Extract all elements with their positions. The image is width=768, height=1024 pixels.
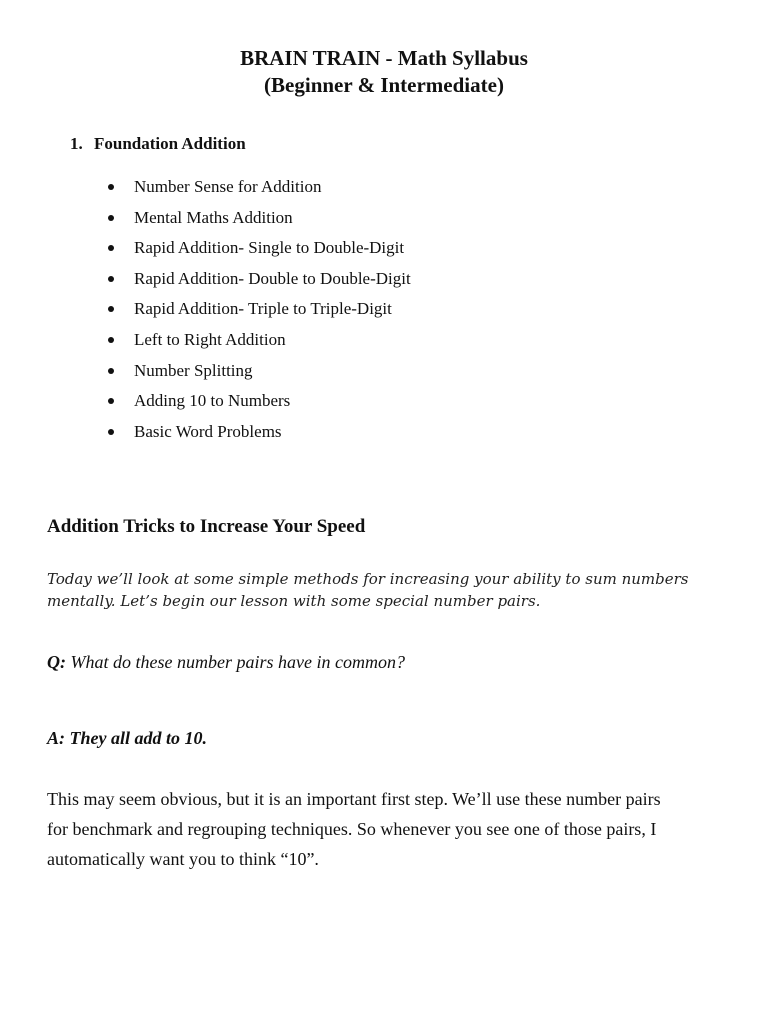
section-heading xyxy=(70,133,246,155)
question xyxy=(47,650,405,674)
intro-line: mentally. Let’s begin our lesson with some special number pairs. xyxy=(47,592,541,610)
document-page: BRAIN TRAIN - Math Syllabus (Beginner & Intermediate) 1. Foundation Addition Number Sense for Addition Mental Maths Addition Rapid Addition- Single to Double-Digit Rapid Addition- Double to Double-Digit Rapid Addition- Triple to Triple-Digit Left to Right Addition Number Splitting Adding 10 to Numbers Basic Word Problems Addition Tricks to Increase Your Speed Today we’ll look at some simple methods for increasing your ability to sum numbers mentally. Let’s begin our lesson with some special number pairs. Q: What do these number pairs have in common? A: They all add to 10. This may seem obvious, but it is an important first step. We’ll use these number pairs for benchmark and regrouping techniques. So whenever you see one of those pairs, I automatically want you to think “10”. xyxy=(0,0,768,1024)
tricks-heading: Addition Tricks to Increase Your Speed xyxy=(47,516,366,537)
answer: A: They all add to 10. xyxy=(47,728,207,748)
bullet-icon xyxy=(108,398,114,404)
document-subtitle: (Beginner & Intermediate) xyxy=(264,73,504,97)
bullet-icon xyxy=(108,337,114,343)
bullet-icon xyxy=(108,184,114,190)
bullet-icon xyxy=(108,429,114,435)
intro-line: Today we’ll look at some simple methods for increasing your ability to sum numbers xyxy=(47,570,689,588)
paragraph-line: for benchmark and regrouping techniques. So whenever you see one of those pairs, I xyxy=(47,819,657,839)
bullet-icon xyxy=(108,245,114,251)
document-title: BRAIN TRAIN - Math Syllabus xyxy=(240,46,528,70)
paragraph-line: This may seem obvious, but it is an important first step. We’ll use these number pairs xyxy=(47,789,661,809)
intro-text xyxy=(47,568,737,612)
body-paragraph xyxy=(47,784,737,874)
bullet-icon xyxy=(108,215,114,221)
bullet-icon xyxy=(108,368,114,374)
bullet-icon xyxy=(108,306,114,312)
question-label: Q: xyxy=(47,652,66,672)
section-number: 1. xyxy=(70,134,83,153)
bullet-icon xyxy=(108,276,114,282)
question-text: What do these number pairs have in common? xyxy=(70,652,405,672)
section-title: Foundation Addition xyxy=(94,134,246,153)
paragraph-line: automatically want you to think “10”. xyxy=(47,849,319,869)
